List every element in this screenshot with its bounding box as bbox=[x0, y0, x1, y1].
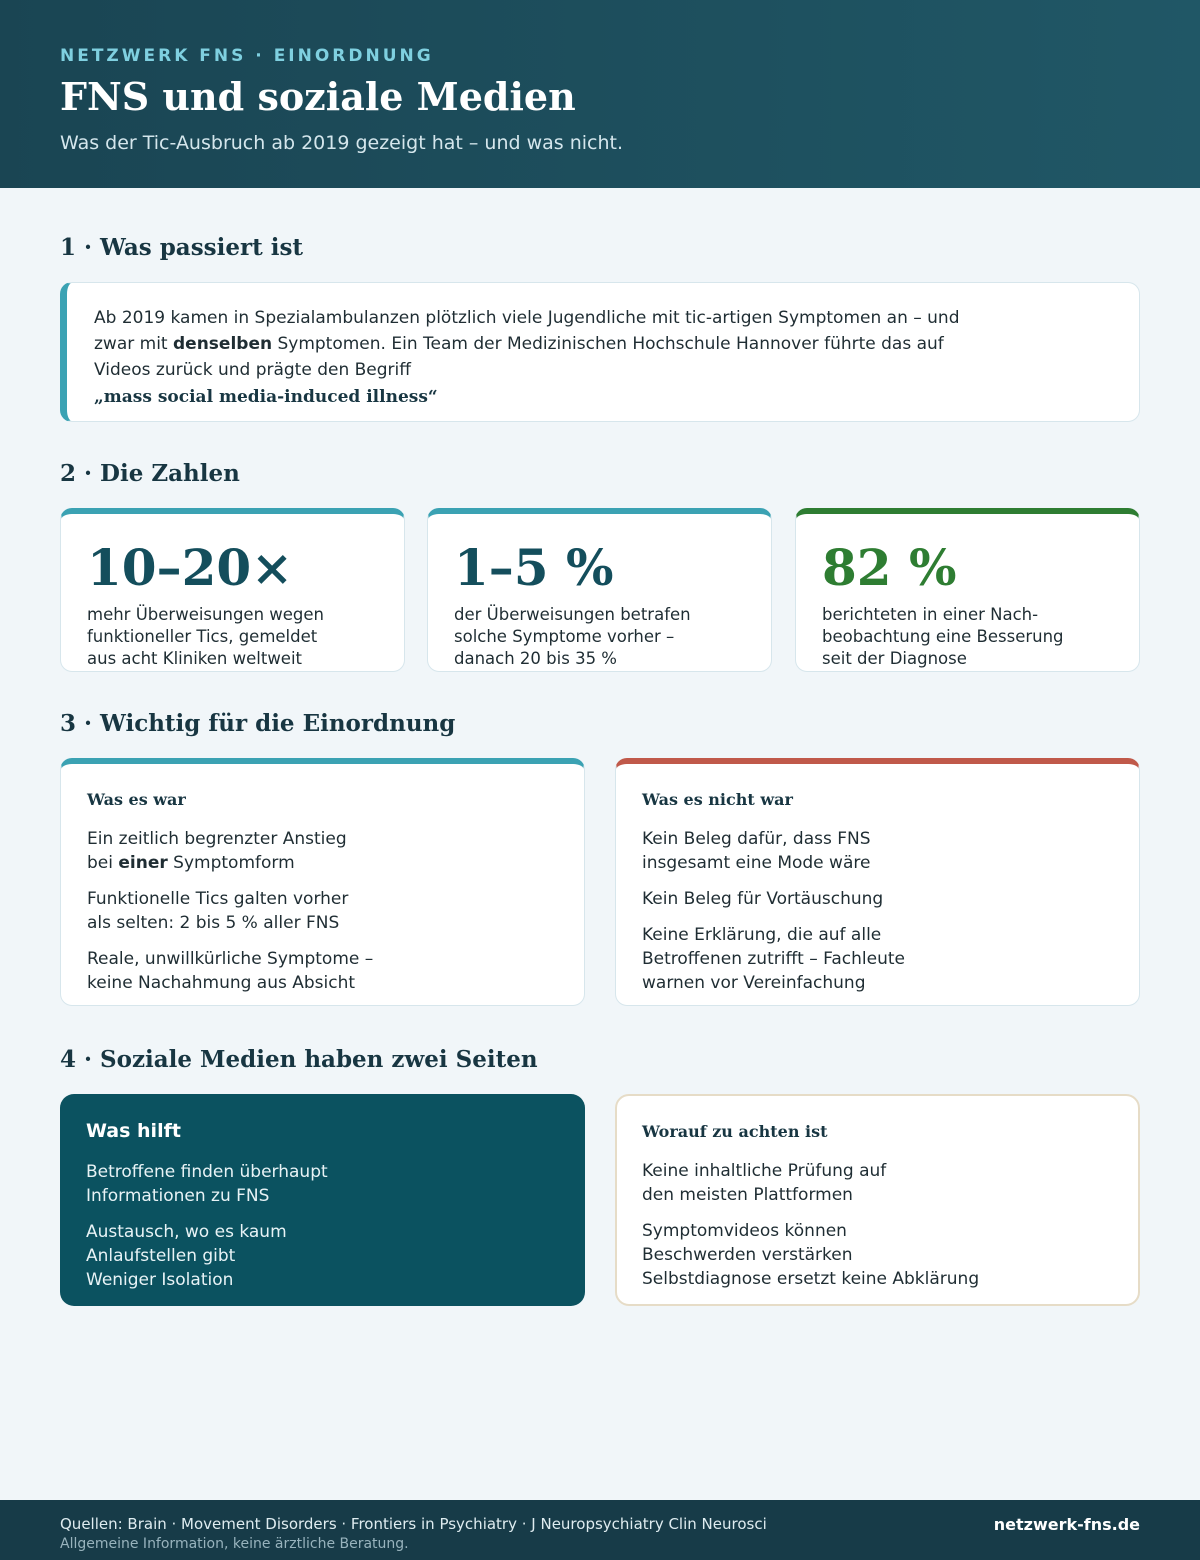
list-item: Selbstdiagnose ersetzt keine Abklärung bbox=[642, 1269, 980, 1289]
intro-term: „mass social media-induced illness“ bbox=[94, 387, 438, 407]
list-item: Kein Beleg dafür, dass FNS insgesamt eine Mode wäre bbox=[642, 829, 871, 873]
was-es-war-card bbox=[60, 758, 585, 1006]
was-es-nicht-war-card bbox=[615, 758, 1140, 1006]
sources-text: Quellen: Brain · Movement Disorders · Frontiers in Psychiatry · J Neuropsychiatry Clin Neurosci bbox=[60, 1515, 767, 1533]
list-item: Weniger Isolation bbox=[86, 1270, 234, 1290]
stat-description: berichteten in einer Nach- beobachtung eine Besserung seit der Diagnose bbox=[822, 605, 1064, 668]
section-2-title: 2 · Die Zahlen bbox=[60, 460, 240, 487]
stat-description: der Überweisungen betrafen solche Symptome vorher – danach 20 bis 35 % bbox=[454, 605, 691, 668]
page-title: FNS und soziale Medien bbox=[60, 74, 576, 119]
was-hilft-card bbox=[60, 1094, 585, 1306]
stat-card-share bbox=[427, 508, 772, 672]
website-link[interactable]: netzwerk-fns.de bbox=[993, 1515, 1140, 1534]
stat-card-improvement bbox=[795, 508, 1140, 672]
list-item: Symptomvideos können Beschwerden verstärken bbox=[642, 1221, 853, 1265]
card-title: Worauf zu achten ist bbox=[642, 1122, 828, 1141]
section-3-title: 3 · Wichtig für die Einordnung bbox=[60, 710, 456, 737]
card-title: Was hilft bbox=[86, 1120, 181, 1142]
list-item: Keine inhaltliche Prüfung auf den meisten Plattformen bbox=[642, 1161, 887, 1205]
disclaimer-text: Allgemeine Information, keine ärztliche Beratung. bbox=[60, 1536, 409, 1552]
stat-description: mehr Überweisungen wegen funktioneller Tics, gemeldet aus acht Kliniken weltweit bbox=[87, 605, 324, 668]
list-item: Betroffene finden überhaupt Informationen zu FNS bbox=[86, 1162, 328, 1206]
header-kicker: NETZWERK FNS · EINORDNUNG bbox=[60, 46, 434, 66]
intro-text: Ab 2019 kamen in Spezialambulanzen plötzlich viele Jugendliche mit tic-artigen Symptomen an – und zwar mit denselben Symptomen. Ein Team der Medizinischen Hochschule Hannover führte das auf Videos zurück und prägte den Begriff bbox=[94, 308, 960, 380]
list-item: Austausch, wo es kaum Anlaufstellen gibt bbox=[86, 1222, 287, 1266]
list-item: Funktionelle Tics galten vorher als selten: 2 bis 5 % aller FNS bbox=[87, 889, 349, 933]
list-item: Reale, unwillkürliche Symptome – keine Nachahmung aus Absicht bbox=[87, 949, 374, 993]
page-footer bbox=[0, 1500, 1200, 1560]
intro-callout bbox=[60, 282, 1140, 422]
page-header bbox=[0, 0, 1200, 188]
list-item: Ein zeitlich begrenzter Anstieg bei einer Symptomform bbox=[87, 829, 347, 873]
stat-value: 1–5 % bbox=[454, 538, 614, 597]
worauf-achten-card bbox=[615, 1094, 1140, 1306]
list-item: Kein Beleg für Vortäuschung bbox=[642, 889, 884, 909]
stat-value: 10–20× bbox=[87, 538, 294, 597]
section-4-title: 4 · Soziale Medien haben zwei Seiten bbox=[60, 1046, 538, 1073]
stat-card-referrals bbox=[60, 508, 405, 672]
card-title: Was es nicht war bbox=[642, 790, 793, 809]
card-title: Was es war bbox=[87, 790, 186, 809]
page-subtitle: Was der Tic-Ausbruch ab 2019 gezeigt hat – und was nicht. bbox=[60, 132, 624, 154]
stat-value: 82 % bbox=[822, 538, 957, 597]
list-item: Keine Erklärung, die auf alle Betroffenen zutrifft – Fachleute warnen vor Vereinfachung bbox=[642, 925, 905, 993]
section-1-title: 1 · Was passiert ist bbox=[60, 234, 304, 261]
